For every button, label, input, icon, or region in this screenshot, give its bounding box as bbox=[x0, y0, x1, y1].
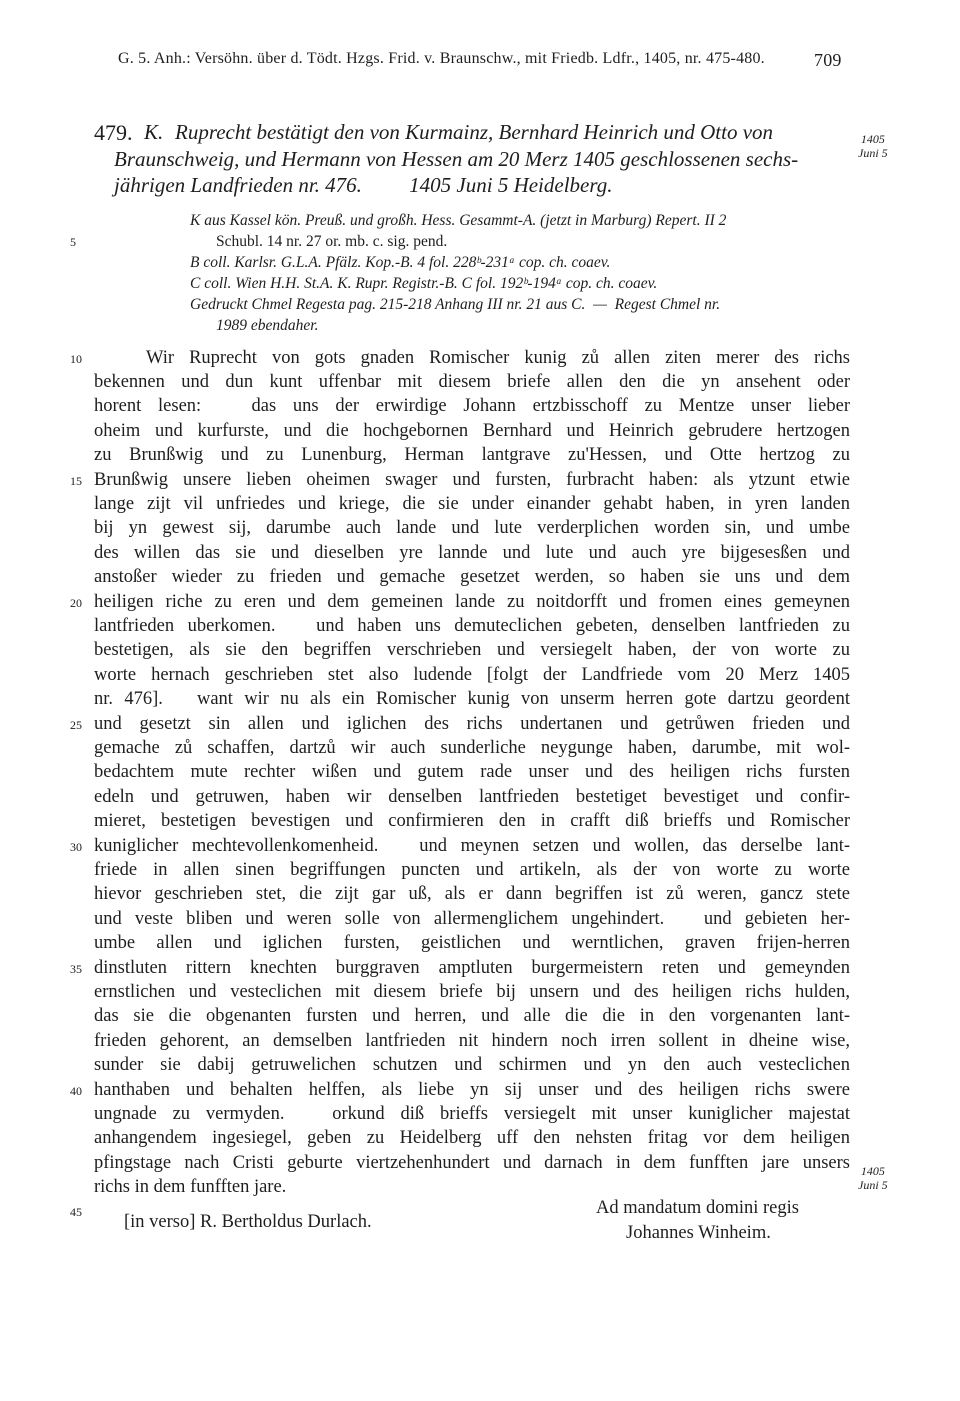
mandate-line-2: Johannes Winheim. bbox=[626, 1223, 771, 1243]
margin-date-top-day: Juni 5 bbox=[858, 146, 888, 160]
body-line: friede in allen sinen begriffungen puncten und artikeln, als der von worte zu worte bbox=[94, 860, 850, 880]
body-line: anhangendem ingesiegel, geben zu Heidelberg uff den nehsten fritag vor dem heiligen bbox=[94, 1128, 850, 1148]
source-line-3: B coll. Karlsr. G.L.A. Pfälz. Kop.-B. 4 fol. 228ᵇ-231ᵃ cop. ch. coaev. bbox=[190, 254, 611, 271]
body-line: zu Brunßwig und zu Lunenburg, Herman lantgrave zu'Hessen, und Otte hertzog zu bbox=[94, 445, 850, 465]
line-number-20: 20 bbox=[70, 596, 82, 610]
body-line: Wir Ruprecht von gots gnaden Romischer kunig zů allen ziten merer des richs bbox=[146, 348, 850, 368]
entry-siglum: K. bbox=[144, 120, 164, 144]
margin-date-bottom-year: 1405 bbox=[860, 1164, 885, 1178]
body-line: Brunßwig unsere lieben oheimen swager und fursten, furbracht haben: als ytzunt etwie bbox=[94, 470, 850, 490]
title-line-2: Braunschweig, und Hermann von Hessen am 20 Merz 1405 geschlossenen sechs- bbox=[114, 147, 799, 171]
body-line: sunder sie dabij getruwelichen schutzen und schirmen und yn den auch vesteclichen bbox=[94, 1055, 850, 1075]
body-line: hanthaben und behalten helffen, als liebe yn sij unser und des heiligen richs swere bbox=[94, 1080, 850, 1100]
verso-note: [in verso] R. Bertholdus Durlach. bbox=[124, 1212, 372, 1232]
body-line: oheim und kurfurste, und die hochgebornen Bernhard und Heinrich gebrudere hertzogen bbox=[94, 421, 850, 441]
body-line: anstoßer wieder zu frieden und gemache gesetzet werden, so haben sie uns und dem bbox=[94, 567, 850, 587]
line-number-15: 15 bbox=[70, 474, 82, 488]
source-line-1: K aus Kassel kön. Preuß. und großh. Hess. Gesammt-A. (jetzt in Marburg) Repert. II 2 bbox=[190, 212, 727, 229]
body-line: und veste bliben und weren solle von allermenglichem ungehindert. und gebieten her- bbox=[94, 909, 850, 929]
margin-date-bottom-day: Juni 5 bbox=[858, 1178, 888, 1192]
body-line: nr. 476]. want wir nu als ein Romischer kunig von unserm herren gote dartzu geordent bbox=[94, 689, 850, 709]
body-line: pfingstage nach Cristi geburte viertzehenhundert und darnach in dem funfften jare unsers bbox=[94, 1153, 850, 1173]
mandate-line-1: Ad mandatum domini regis bbox=[596, 1198, 799, 1218]
body-line: hievor geschrieben stet, die zijt gar uß, als er dann begriffen ist zů weren, gancz stete bbox=[94, 884, 850, 904]
line-number-45: 45 bbox=[70, 1205, 82, 1219]
body-line: worte hernach geschrieben stet also ludende [folgt der Landfriede vom 20 Merz 1405 bbox=[94, 665, 850, 685]
body-line: lange zijt vil unfriedes und kriege, die sie under einander gehabt haben, in yren landen bbox=[94, 494, 850, 514]
body-line: umbe allen und iglichen fursten, geistlichen und werntlichen, graven frijen-herren bbox=[94, 933, 850, 953]
line-number-5: 5 bbox=[70, 235, 76, 249]
line-number-25: 25 bbox=[70, 718, 82, 732]
body-line: lantfrieden uberkomen. und haben uns demuteclichen gebeten, denselben lantfrieden zu bbox=[94, 616, 850, 636]
entry-number: 479. bbox=[94, 120, 133, 145]
body-line: frieden gehorent, an demselben lantfrieden nit hindern noch irren sollent in dheine wise, bbox=[94, 1031, 850, 1051]
body-line: horent lesen: das uns der erwirdige Johann ertzbisschoff zu Mentze unser lieber bbox=[94, 396, 850, 416]
body-line: dinstluten rittern knechten burggraven amptluten burgermeistern reten und gemeynden bbox=[94, 958, 850, 978]
body-line: bekennen und dun kunt uffenbar mit diesem briefe allen den die yn ansehent oder bbox=[94, 372, 850, 392]
source-line-5: Gedruckt Chmel Regesta pag. 215-218 Anhang III nr. 21 aus C. — Regest Chmel nr. bbox=[190, 296, 721, 313]
body-line: bij yn gewest sij, darumbe auch lande und lute verderplichen worden sin, und umbe bbox=[94, 518, 850, 538]
body-line: und gesetzt sin allen und iglichen des richs undertanen und getrůwen frieden und bbox=[94, 714, 850, 734]
running-title: G. 5. Anh.: Versöhn. über d. Tödt. Hzgs. Frid. v. Braunschw., mit Friedb. Ldfr., 1405, nr. 475-480. bbox=[118, 50, 765, 67]
body-line: gemache zů schaffen, dartzů wir auch sunderliche neygunge haben, darumbe, mit wol- bbox=[94, 738, 850, 758]
line-number-10: 10 bbox=[70, 352, 82, 366]
source-line-4: C coll. Wien H.H. St.A. K. Rupr. Registr.-B. C fol. 192ᵇ-194ᵃ cop. ch. coaev. bbox=[190, 275, 658, 292]
body-line: bedachtem mute rechter wißen und gutem rade unser und des heiligen richs fursten bbox=[94, 762, 850, 782]
margin-date-bottom bbox=[858, 1164, 888, 1192]
source-line-6: 1989 ebendaher. bbox=[216, 317, 319, 334]
body-line: ungnade zu vermyden. orkund diß brieffs versiegelt mit unser kuniglicher majestat bbox=[94, 1104, 850, 1124]
margin-date-top bbox=[858, 132, 888, 160]
margin-date-top-year: 1405 bbox=[860, 132, 885, 146]
body-line: bestetigen, als sie den begriffen verschrieben und versiegelt haben, der von worte zu bbox=[94, 640, 850, 660]
page-number: 709 bbox=[814, 50, 842, 70]
body-line: ernstlichen und vesteclichen mit diesem briefe bij unsern und des heiligen richs hulden, bbox=[94, 982, 850, 1002]
line-number-40: 40 bbox=[70, 1084, 82, 1098]
body-line: mieret, bestetigen bevestigen und confirmieren den in crafft diß brieffs und Romischer bbox=[94, 811, 850, 831]
body-line: heiligen riche zu eren und dem gemeinen lande zu noitdorfft und fromen eines gemeynen bbox=[94, 592, 850, 612]
line-number-35: 35 bbox=[70, 962, 82, 976]
body-line: das sie die obgenanten fursten und herren, und alle die die in den vorgenanten lant- bbox=[94, 1006, 850, 1026]
title-line-3: jährigen Landfrieden nr. 476. 1405 Juni 5 Heidelberg. bbox=[114, 173, 613, 197]
line-number-30: 30 bbox=[70, 840, 82, 854]
body-line: kuniglicher mechtevollenkomenheid. und meynen setzen und wollen, das derselbe lant- bbox=[94, 836, 850, 856]
body-line: richs in dem funfften jare. bbox=[94, 1177, 287, 1197]
source-line-2: Schubl. 14 nr. 27 or. mb. c. sig. pend. bbox=[216, 233, 448, 250]
body-line: des willen das sie und dieselben yre lannde und lute und auch yre bijgesesßen und bbox=[94, 543, 850, 563]
body-line: edeln und getruwen, haben wir denselben lantfrieden bestetiget bevestiget und confir- bbox=[94, 787, 850, 807]
title-line-1: Ruprecht bestätigt den von Kurmainz, Bernhard Heinrich und Otto von bbox=[175, 120, 774, 144]
